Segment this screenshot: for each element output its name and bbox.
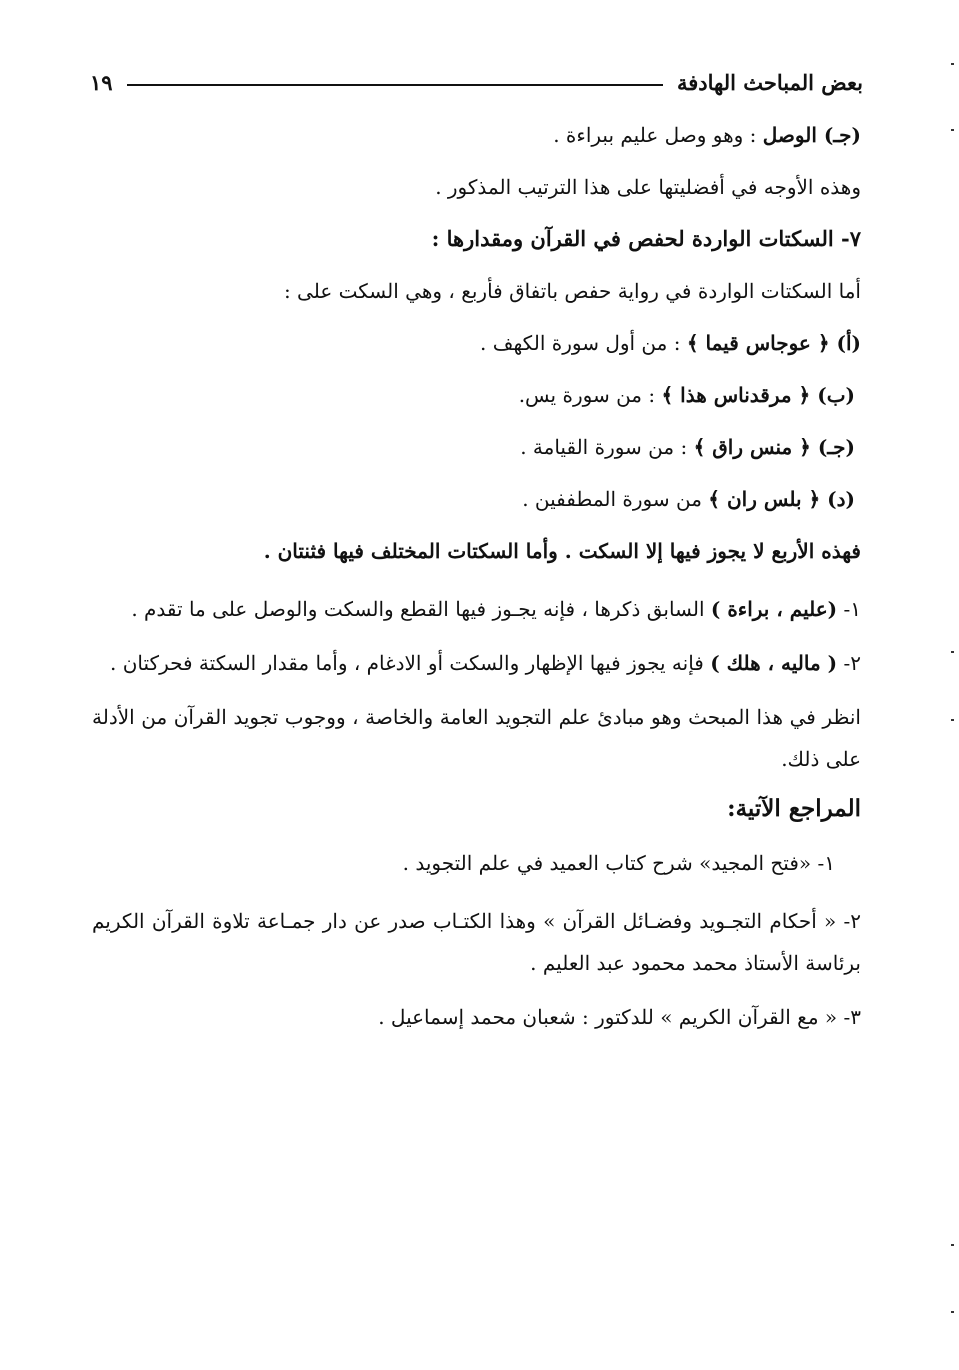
para-2-bold: ( ماليه ، هلك ) bbox=[710, 651, 838, 675]
saktah-item-a bbox=[92, 328, 861, 358]
margin-mark bbox=[951, 651, 954, 653]
reference-item-3: ٣- « مع القرآن الكريم » للدكتور : شعبان محمد إسماعيل . bbox=[378, 1005, 861, 1029]
line-order: وهذه الأوجه في أفضليتها على هذا الترتيب المذكور . bbox=[435, 175, 861, 199]
header-rule bbox=[127, 84, 663, 86]
saktah-item-a-label: (أ) ﴿ عوجاس قيما ﴾ bbox=[686, 331, 861, 355]
page-content bbox=[92, 120, 861, 1054]
para-1-number: ١- bbox=[837, 597, 861, 621]
para-maliyah-halak bbox=[92, 642, 861, 684]
para-1-bold: (عليم ، براءة ) bbox=[710, 597, 838, 621]
saktah-item-d bbox=[92, 484, 861, 514]
saktah-item-d-label: (د) ﴿ بلس ران ﴾ bbox=[708, 487, 855, 511]
section-heading-saktat: ٧- السكتات الواردة لحفص في القرآن ومقدارها : bbox=[431, 226, 861, 251]
page-number: ١٩ bbox=[90, 69, 113, 95]
margin-mark bbox=[951, 719, 954, 721]
margin-mark bbox=[951, 1311, 954, 1313]
saktah-item-d-text: من سورة المطففين . bbox=[522, 487, 709, 511]
para-aleem-baraah bbox=[92, 588, 861, 630]
saktah-item-b-text: : من سورة يس. bbox=[518, 383, 662, 407]
saktah-item-c-text: : من سورة القيامة . bbox=[520, 435, 694, 459]
para-2-number: ٢- bbox=[837, 651, 861, 675]
saktah-item-a-text: : من أول سورة الكهف . bbox=[480, 331, 687, 355]
reference-item-1: ١- «فتح المجيد» شرح كتاب العميد في علم التجويد . bbox=[402, 851, 835, 875]
para-2-text: فإنه يجوز فيها الإظهار والسكت أو الادغام ، وأما مقدار السكتة فحركتان . bbox=[110, 651, 711, 675]
margin-mark bbox=[951, 63, 954, 65]
saktah-item-c bbox=[92, 432, 861, 462]
wasl-text: : وهو وصل عليم ببراءة . bbox=[553, 123, 763, 147]
saktah-item-b bbox=[92, 380, 861, 410]
margin-mark bbox=[951, 1244, 954, 1246]
running-header bbox=[90, 62, 863, 102]
saktah-item-c-label: (جـ) ﴿ منس راق ﴾ bbox=[693, 435, 855, 459]
wasl-label: (جـ) الوصل bbox=[762, 123, 861, 147]
para-see-topic: انظر في هذا المبحث وهو مبادئ علم التجويد العامة والخاصة ، ووجوب تجويد القرآن من الأدلة على ذلك. bbox=[92, 705, 861, 771]
line-saktat-intro: أما السكتات الواردة في رواية حفص باتفاق فأربع ، وهي السكت على : bbox=[283, 279, 861, 303]
references-heading: المراجع الآتية: bbox=[727, 795, 861, 822]
saktah-item-b-label: (ب) ﴿ مرقدناس هذا ﴾ bbox=[661, 383, 855, 407]
line-four-summary: فهذه الأربع لا يجوز فيها إلا السكت . وأما السكتات المختلف فيها فثنتان . bbox=[263, 539, 861, 563]
line-wasl bbox=[92, 120, 861, 150]
para-1-text: السابق ذكرها ، فإنه يجـوز فيها القطع والسكت والوصل على ما تقدم . bbox=[131, 597, 711, 621]
header-title: بعض المباحث الهادفة bbox=[677, 69, 863, 95]
reference-item-2: ٢- « أحكام التجـويد وفضـائل القرآن » وهذا الكتـاب صدر عن دار جمـاعة تلاوة القرآن الكريم برئاسة الأستاذ محمد محمود عبد العليم . bbox=[92, 909, 861, 975]
margin-mark bbox=[951, 129, 954, 131]
